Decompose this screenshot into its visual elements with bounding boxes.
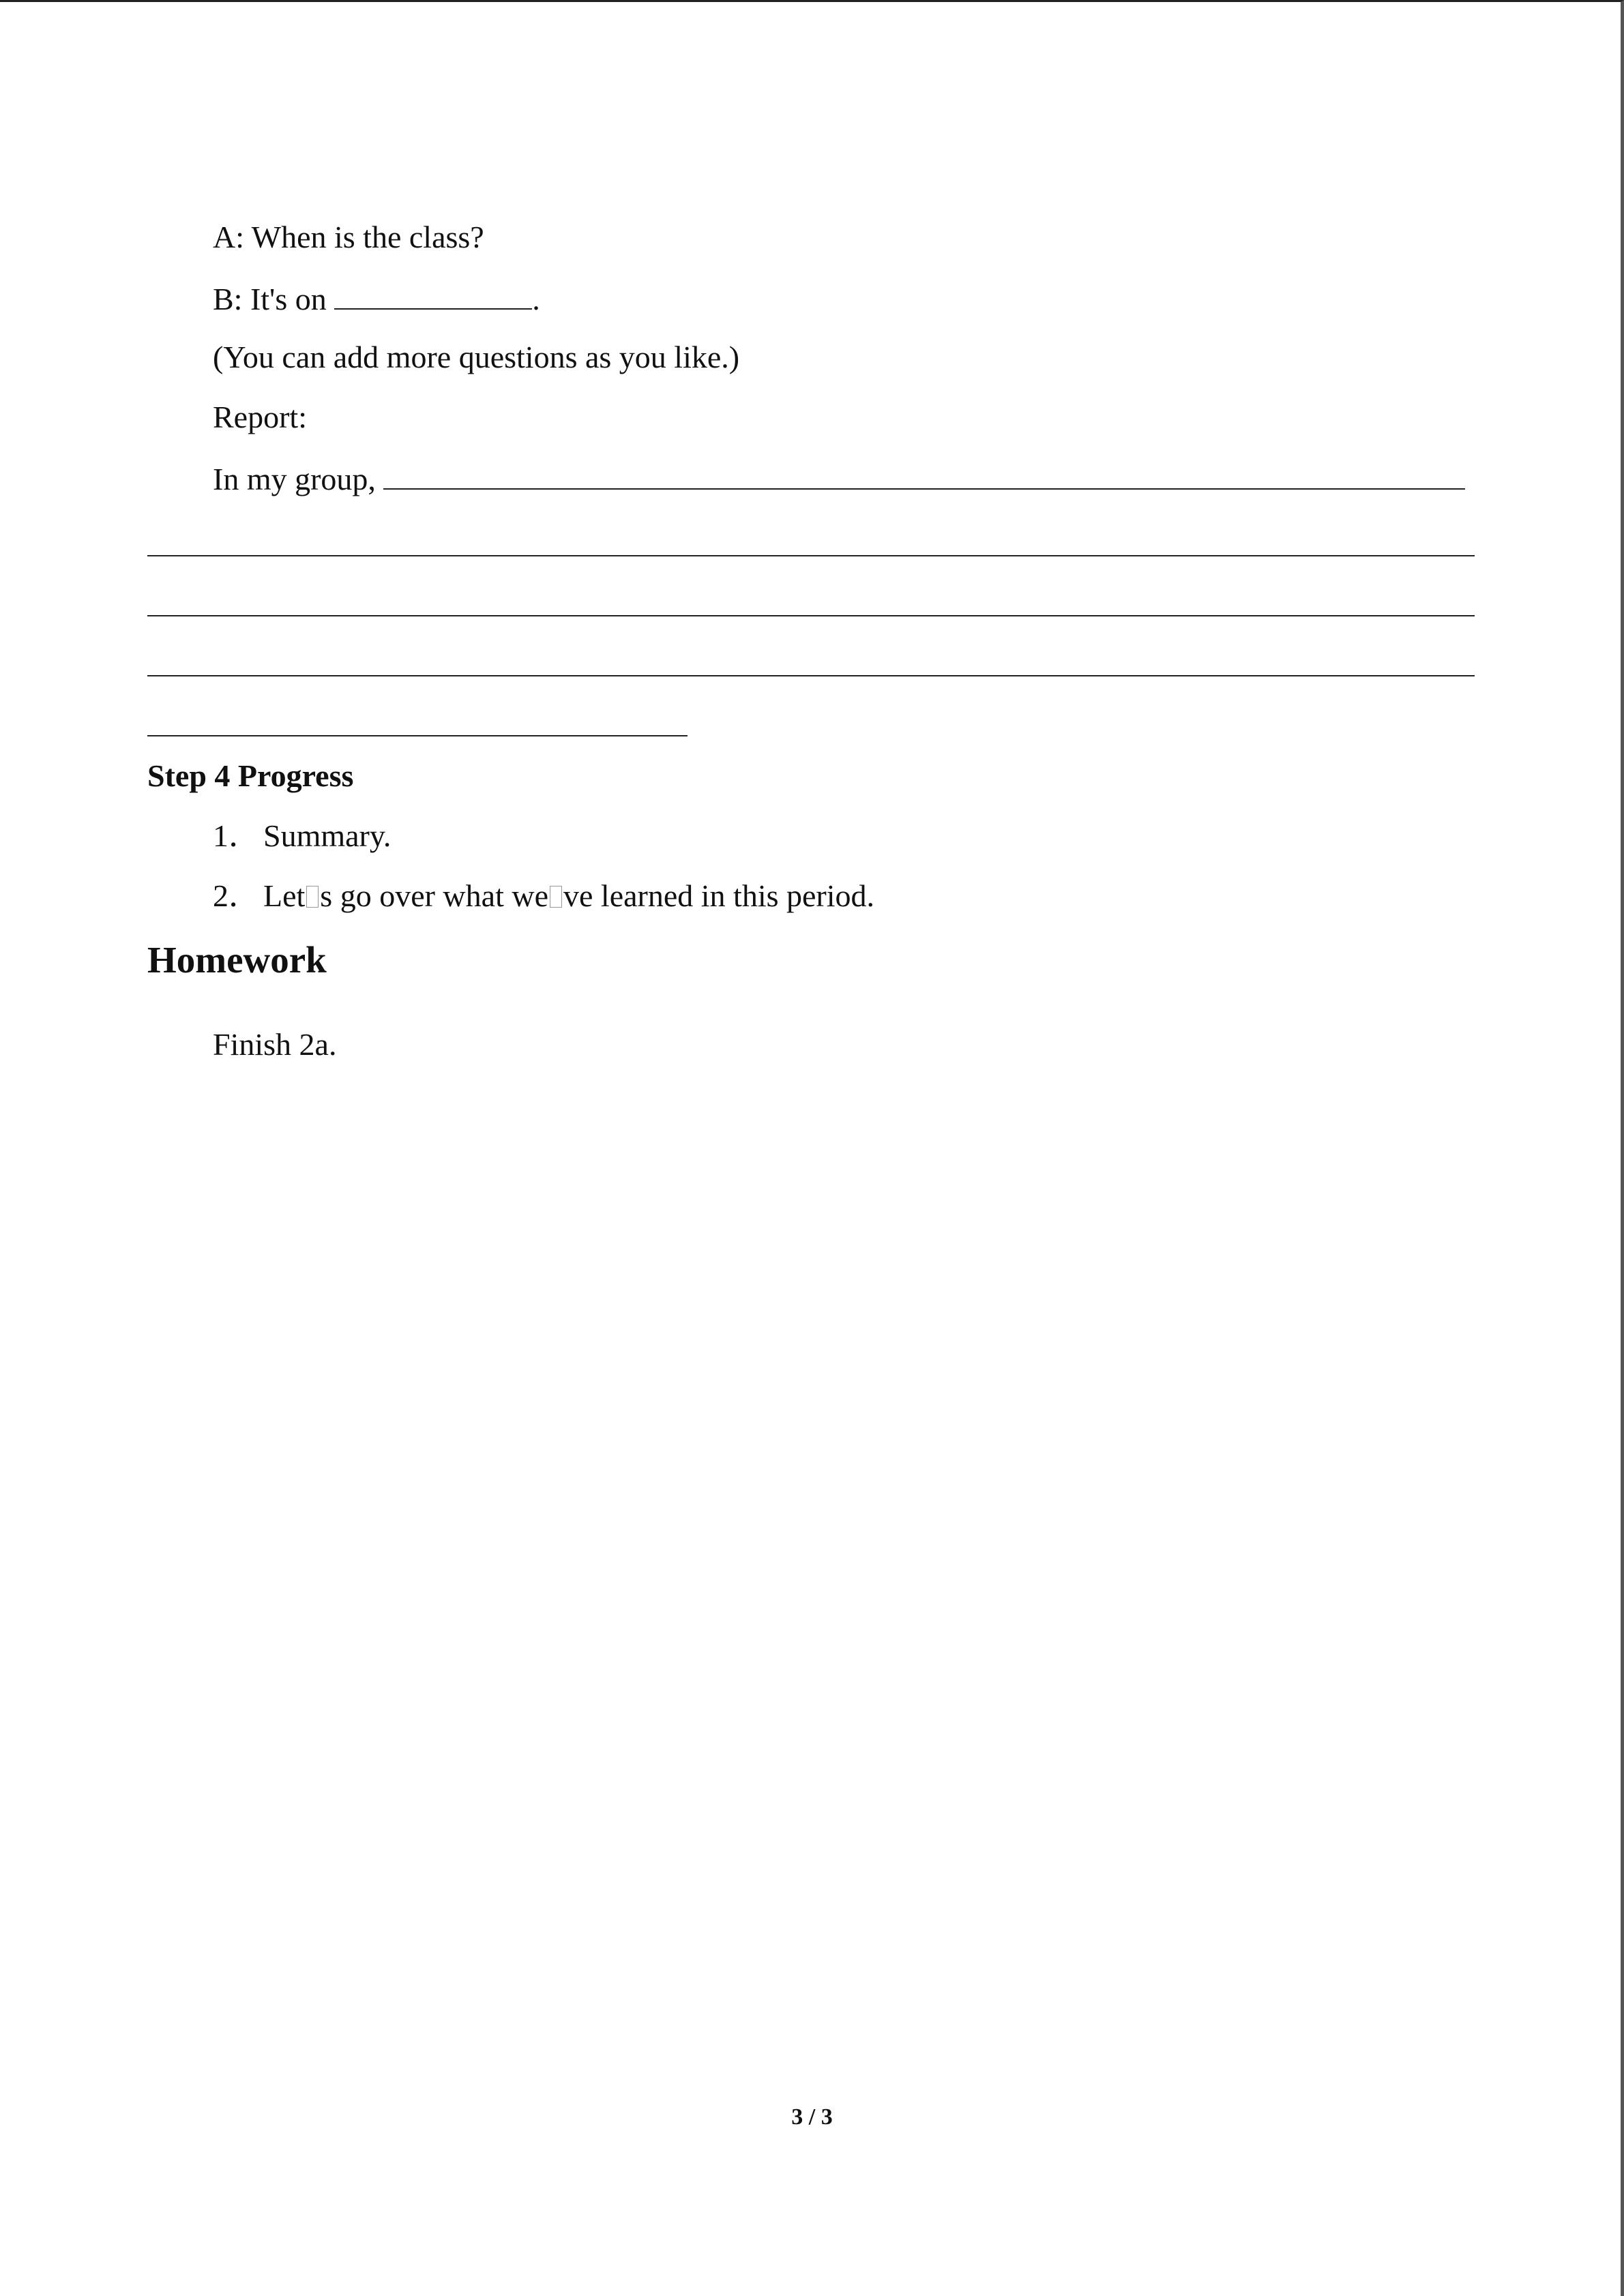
step4-item: [213, 877, 874, 915]
writing-line[interactable]: [147, 675, 1475, 676]
step4-heading: Step 4 Progress: [147, 758, 354, 793]
step4-item-number: 2．: [213, 878, 260, 913]
step4-item-number: 1．: [213, 818, 260, 853]
writing-line[interactable]: [147, 615, 1475, 616]
homework-task: Finish 2a.: [213, 1027, 337, 1062]
dialogue-note: (You can add more questions as you like.): [213, 340, 740, 374]
page-number: 3 / 3: [791, 2104, 833, 2130]
step4-item-text-b: s go over what we: [320, 878, 548, 913]
answer-blank[interactable]: [334, 278, 532, 310]
dialogue-answer: [213, 278, 540, 318]
writing-line[interactable]: [147, 555, 1475, 556]
report-line: [213, 458, 1465, 498]
report-prefix: In my group,: [213, 462, 376, 496]
step4-item: [213, 817, 391, 855]
step4-item-text-c: ve learned in this period.: [563, 878, 875, 913]
step4-item-text-a: Let: [263, 878, 306, 913]
missing-glyph-box: [550, 886, 562, 908]
report-label: Report:: [213, 400, 307, 434]
report-blank-first[interactable]: [383, 458, 1465, 490]
homework-heading: Homework: [147, 939, 327, 981]
missing-glyph-box: [306, 886, 319, 908]
dialogue-answer-prefix: B: It's on: [213, 282, 327, 316]
writing-line-short[interactable]: [147, 735, 688, 736]
dialogue-answer-suffix: .: [532, 282, 540, 316]
step4-item-text: Summary.: [263, 818, 392, 853]
dialogue-question: A: When is the class?: [213, 220, 484, 254]
